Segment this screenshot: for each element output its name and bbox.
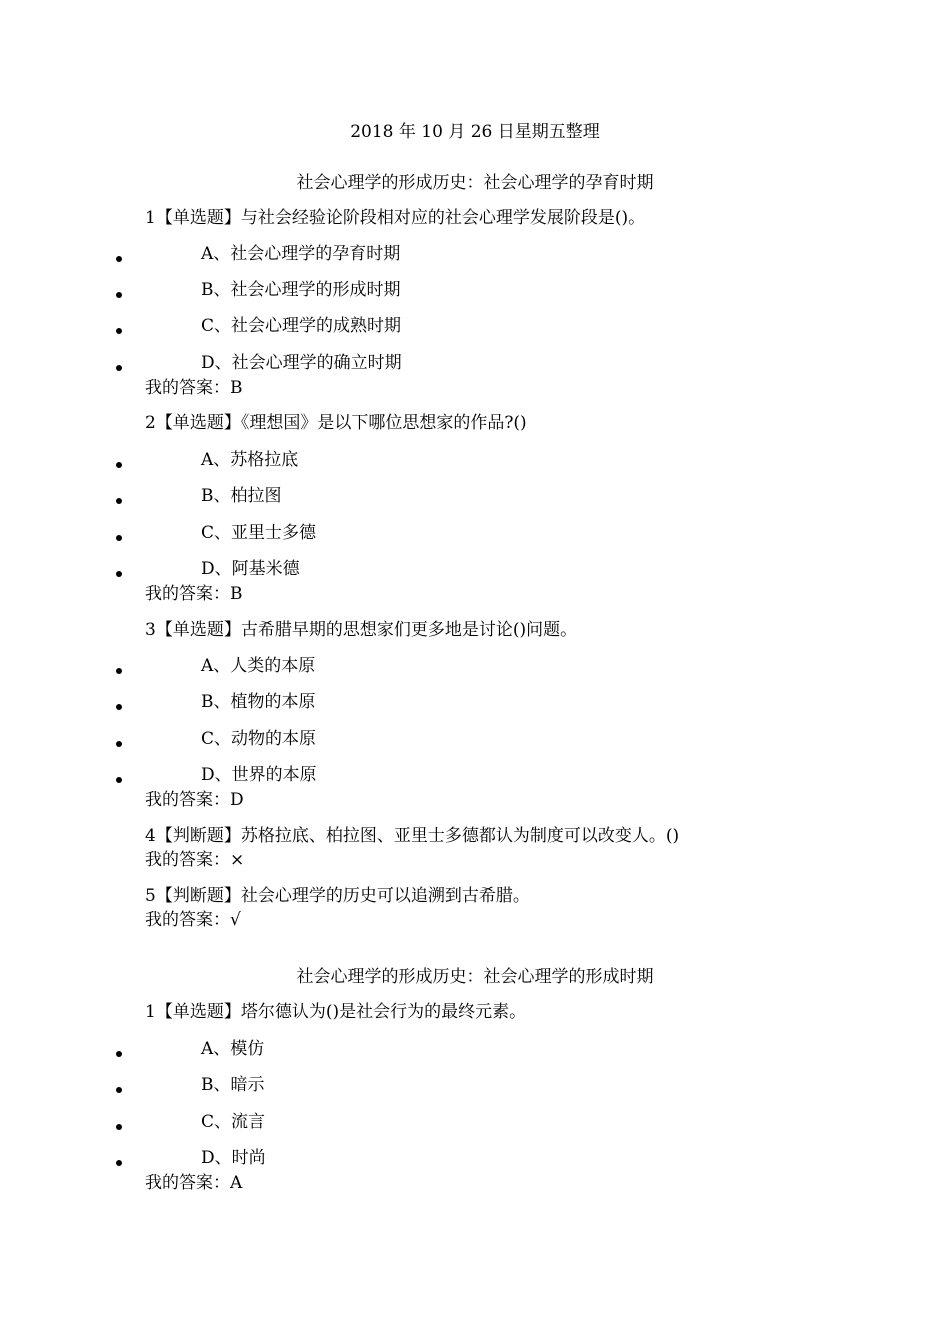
bullet-icon — [116, 704, 122, 710]
option-item: A、模仿 — [201, 1039, 265, 1059]
option-item: A、人类的本原 — [201, 656, 316, 676]
option-item: D、世界的本原 — [201, 765, 317, 785]
option-item: C、社会心理学的成熟时期 — [201, 316, 402, 336]
bullet-icon — [116, 498, 122, 504]
bullet-icon — [116, 741, 122, 747]
answer-line: 我的答案：B — [145, 584, 243, 604]
bullet-icon — [116, 462, 122, 468]
bullet-icon — [116, 1124, 122, 1130]
option-item: C、动物的本原 — [201, 729, 317, 749]
bullet-icon — [116, 256, 122, 262]
question-stem: 5【判断题】社会心理学的历史可以追溯到古希腊。 — [145, 886, 530, 906]
option-item: B、植物的本原 — [201, 692, 316, 712]
bullet-icon — [116, 1087, 122, 1093]
question-stem: 1【单选题】与社会经验论阶段相对应的社会心理学发展阶段是()。 — [145, 208, 646, 228]
question-stem: 1【单选题】塔尔德认为()是社会行为的最终元素。 — [145, 1002, 527, 1022]
answer-line: 我的答案：B — [145, 378, 243, 398]
answer-line: 我的答案：D — [145, 790, 244, 810]
option-item: B、社会心理学的形成时期 — [201, 280, 401, 300]
option-item: B、柏拉图 — [201, 486, 282, 506]
option-item: B、暗示 — [201, 1075, 265, 1095]
bullet-icon — [116, 292, 122, 298]
bullet-icon — [116, 535, 122, 541]
bullet-icon — [116, 777, 122, 783]
answer-line: 我的答案：× — [145, 850, 245, 870]
answer-line: 我的答案：√ — [145, 910, 241, 930]
question-stem: 4【判断题】苏格拉底、柏拉图、亚里士多德都认为制度可以改变人。() — [145, 826, 680, 846]
bullet-icon — [116, 668, 122, 674]
bullet-icon — [116, 571, 122, 577]
date-heading: 2018 年 10 月 26 日星期五整理 — [350, 122, 600, 142]
option-item: A、苏格拉底 — [201, 450, 299, 470]
bullet-icon — [116, 328, 122, 334]
question-stem: 2【单选题】《理想国》是以下哪位思想家的作品?() — [145, 413, 527, 433]
option-item: A、社会心理学的孕育时期 — [201, 244, 401, 264]
option-item: D、时尚 — [201, 1148, 266, 1168]
question-stem: 3【单选题】古希腊早期的思想家们更多地是讨论()问题。 — [145, 620, 578, 640]
bullet-icon — [116, 1160, 122, 1166]
bullet-icon — [116, 1051, 122, 1057]
section-title: 社会心理学的形成历史：社会心理学的孕育时期 — [296, 173, 654, 193]
option-item: D、社会心理学的确立时期 — [201, 353, 402, 373]
option-item: D、阿基米德 — [201, 559, 300, 579]
option-item: C、流言 — [201, 1112, 266, 1132]
bullet-icon — [116, 365, 122, 371]
answer-line: 我的答案：A — [145, 1173, 243, 1193]
option-item: C、亚里士多德 — [201, 523, 317, 543]
section-title: 社会心理学的形成历史：社会心理学的形成时期 — [296, 967, 654, 987]
